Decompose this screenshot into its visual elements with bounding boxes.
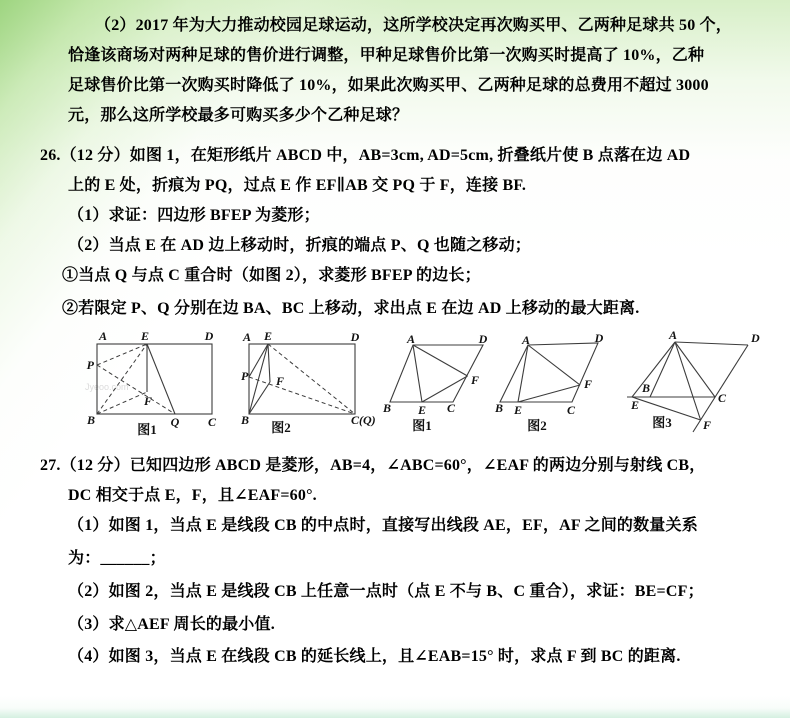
p27-line-6: （3）求△AEF 周长的最小值. — [68, 616, 275, 633]
p27-line-4-blank: 为：______； — [68, 550, 166, 567]
point-label-F: F — [276, 374, 285, 388]
figure-caption: 图3 — [652, 415, 672, 430]
figure-27-3 — [626, 328, 790, 450]
segment-EF — [518, 385, 580, 402]
segment-AF — [528, 345, 580, 385]
segment-AE — [518, 345, 528, 402]
watermark: Jyeoo.com — [85, 382, 129, 392]
point-label-E: E — [513, 403, 523, 417]
segment-AD — [675, 342, 748, 345]
point-label-B: B — [86, 413, 96, 427]
figure-caption: 图1 — [412, 418, 432, 433]
crease-PC-dashed — [249, 377, 355, 414]
point-label-A: A — [668, 328, 678, 342]
segment-AC — [675, 342, 715, 397]
point-label-C: C — [446, 401, 456, 415]
p26-line-2: 上的 E 处，折痕为 PQ，过点 E 作 EF∥AB 交 PQ 于 F，连接 BF. — [68, 177, 527, 194]
point-label-B: B — [382, 401, 392, 415]
point-label-C: C — [566, 403, 576, 417]
p25-2-line-4: 元，那么这所学校最多可购买多少个乙种足球？ — [68, 107, 409, 124]
point-label-F: F — [703, 418, 712, 432]
point-label-D: D — [594, 331, 604, 345]
p27-line-1: 27.（12 分）已知四边形 ABCD 是菱形，AB=4，∠ABC=60°，∠EAF 的两边分别与射线 CB， — [40, 457, 706, 474]
point-label-B: B — [494, 401, 504, 415]
point-label-P: P — [86, 358, 94, 372]
point-label-F: F — [584, 377, 593, 391]
rectangle-ABCD — [97, 344, 212, 414]
segment-AF — [413, 345, 468, 376]
point-label-B: B — [641, 381, 651, 395]
p27-line-2: DC 相交于点 E，F，且∠EAF=60°. — [68, 487, 317, 504]
point-label-D: D — [204, 329, 214, 343]
p27-line-7: （4）如图 3，当点 E 在线段 CB 的延长线上，且∠EAB=15° 时，求点 F 到 BC 的距离. — [68, 648, 681, 665]
point-label-E: E — [140, 329, 150, 343]
point-label-E: E — [630, 398, 640, 412]
p26-line-6: ②若限定 P、Q 分别在边 BA、BC 上移动，求出点 E 在边 AD 上移动的最大距离. — [62, 300, 640, 317]
point-label-B: B — [240, 413, 250, 427]
segment-BE-dashed — [97, 344, 147, 414]
segment-PE — [249, 344, 268, 377]
figure-caption: 图2 — [527, 418, 547, 433]
figure-27-1 — [383, 333, 508, 433]
segment-BF-dashed — [97, 392, 147, 414]
p27-line-5: （2）如图 2，当点 E 是线段 CB 上任意一点时（点 E 不与 B、C 重合），求证：BE=CF； — [68, 583, 704, 600]
point-label-CQ: C(Q) — [351, 413, 376, 427]
segment-AE — [413, 345, 422, 402]
p25-2-line-2: 恰逢该商场对两种足球的售价进行调整，甲种足球售价比第一次购买时提高了 10%，乙种 — [68, 47, 705, 64]
point-label-A: A — [406, 332, 416, 346]
point-label-D: D — [751, 331, 760, 345]
point-label-F: F — [143, 394, 153, 408]
figure-26-1 — [75, 328, 240, 438]
point-label-Q: Q — [170, 415, 180, 429]
point-label-F: F — [471, 373, 480, 387]
figure-27-2 — [495, 333, 613, 433]
figure-caption: 图2 — [271, 420, 291, 435]
p26-line-1: 26.（12 分）如图 1，在矩形纸片 ABCD 中，AB=3cm, AD=5cm, 折叠纸片使 B 点落在边 AD — [40, 147, 691, 164]
p26-line-4: （2）当点 E 在 AD 边上移动时，折痕的端点 P、Q 也随之移动； — [68, 237, 532, 254]
segment-BE — [249, 344, 268, 414]
segment-BF — [249, 382, 270, 414]
line-DCF-extended — [693, 345, 748, 432]
p26-line-3: （1）求证：四边形 BFEP 为菱形； — [68, 207, 320, 224]
segment-EF — [268, 344, 270, 382]
point-label-A: A — [98, 329, 108, 343]
point-label-A: A — [242, 330, 252, 344]
point-label-C: C — [207, 415, 217, 429]
point-label-D: D — [350, 330, 360, 344]
p25-2-line-1: （2）2017 年为大力推动校园足球运动，这所学校决定再次购买甲、乙两种足球共 50 个， — [95, 17, 733, 34]
p25-2-line-3: 足球售价比第一次购买时降低了 10%，如果此次购买甲、乙两种足球的总费用不超过 3000 — [68, 77, 709, 94]
point-label-A: A — [521, 333, 531, 347]
segment-EF — [422, 376, 468, 402]
p27-line-3: （1）如图 1，当点 E 是线段 CB 的中点时，直接写出线段 AE，EF，AF 之间的数量关系 — [68, 517, 698, 534]
p26-line-5: ①当点 Q 与点 C 重合时（如图 2），求菱形 BFEP 的边长； — [62, 267, 481, 284]
point-label-E: E — [263, 329, 273, 343]
point-label-P: P — [241, 369, 249, 383]
point-label-C: C — [718, 391, 727, 405]
figure-caption: 图1 — [137, 422, 157, 437]
point-label-D: D — [478, 332, 488, 346]
segment-AF — [675, 342, 701, 420]
point-label-E: E — [417, 403, 427, 417]
